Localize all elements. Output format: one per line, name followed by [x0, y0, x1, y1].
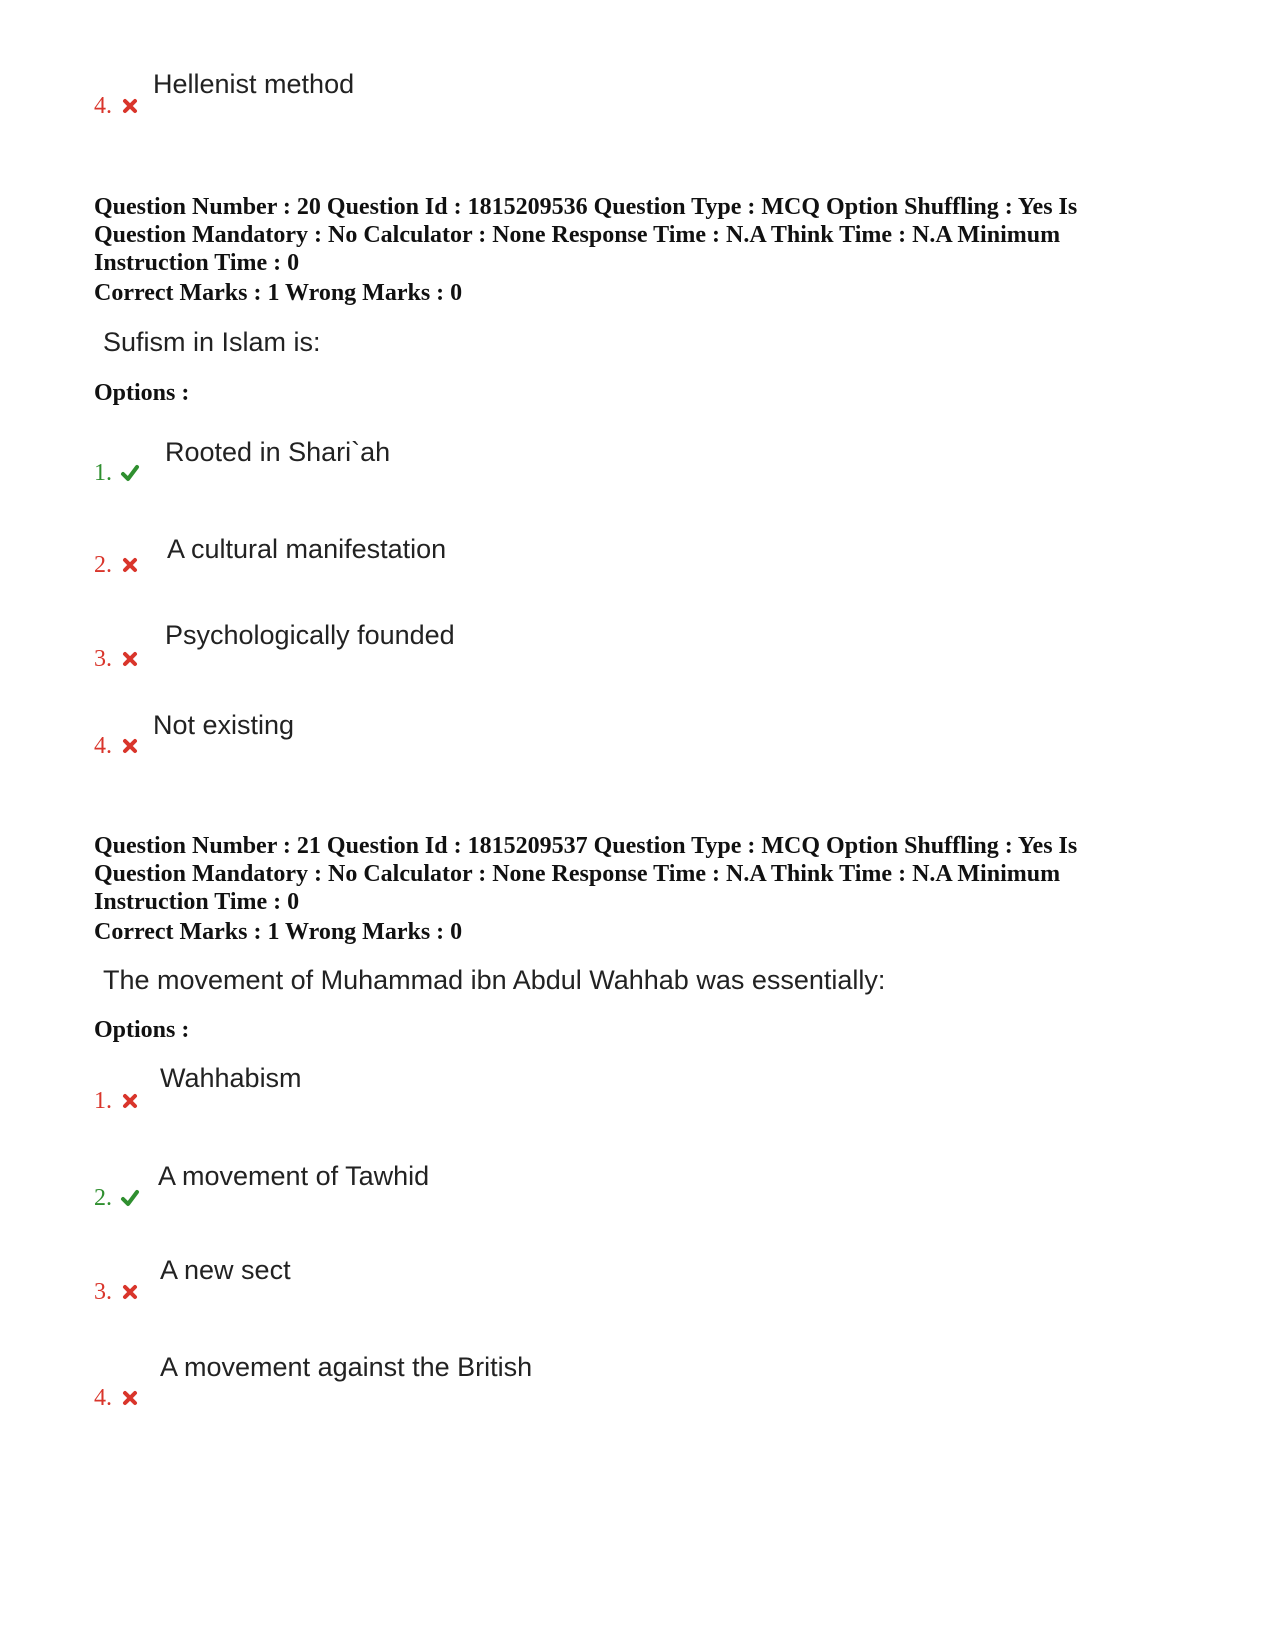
option-number: 4.: [94, 733, 112, 759]
option-marker: [94, 1385, 140, 1412]
option-marker: [94, 1088, 140, 1115]
meta-line: Question Number : 21 Question Id : 1815209537 Question Type : MCQ Option Shuffling : Yes Is: [94, 833, 1078, 859]
option-number: 2.: [94, 1185, 112, 1211]
meta-line: Question Number : 20 Question Id : 1815209536 Question Type : MCQ Option Shuffling : Yes Is: [94, 194, 1078, 220]
meta-line: Instruction Time : 0: [94, 250, 300, 276]
option-marker: [94, 552, 140, 579]
option-marker: [94, 460, 140, 487]
cross-icon: [120, 1388, 140, 1408]
option-text: Psychologically founded: [165, 620, 455, 650]
option-number: 1.: [94, 460, 112, 486]
cross-icon: [120, 555, 140, 575]
meta-line: Question Mandatory : No Calculator : None Response Time : N.A Think Time : N.A Minimum: [94, 222, 1061, 248]
option-number: 4.: [94, 93, 112, 119]
cross-icon: [120, 96, 140, 116]
option-text: A movement against the British: [160, 1352, 533, 1382]
option-marker: [94, 646, 140, 673]
question-marks: Correct Marks : 1 Wrong Marks : 0: [94, 919, 463, 945]
cross-icon: [120, 1091, 140, 1111]
check-icon: [120, 1188, 140, 1208]
question-text: The movement of Muhammad ibn Abdul Wahhab was essentially:: [103, 965, 886, 995]
option-number: 4.: [94, 1385, 112, 1411]
meta-line: Question Mandatory : No Calculator : None Response Time : N.A Think Time : N.A Minimum: [94, 861, 1061, 887]
option-number: 2.: [94, 552, 112, 578]
option-text: Not existing: [153, 710, 295, 740]
option-text: Wahhabism: [160, 1063, 302, 1093]
option-marker: [94, 733, 140, 760]
option-text: A new sect: [160, 1255, 291, 1285]
cross-icon: [120, 1282, 140, 1302]
question-meta: [94, 193, 1077, 277]
question-text: Sufism in Islam is:: [103, 327, 321, 357]
options-heading: Options :: [94, 380, 190, 406]
check-icon: [120, 463, 140, 483]
option-marker: [94, 1185, 140, 1212]
cross-icon: [120, 649, 140, 669]
option-text: A cultural manifestation: [167, 534, 447, 564]
cross-icon: [120, 736, 140, 756]
meta-line: Instruction Time : 0: [94, 889, 300, 915]
option-text: A movement of Tawhid: [158, 1161, 430, 1191]
question-marks: Correct Marks : 1 Wrong Marks : 0: [94, 280, 463, 306]
options-heading: Options :: [94, 1017, 190, 1043]
option-number: 3.: [94, 646, 112, 672]
option-text: Rooted in Shari`ah: [165, 437, 391, 467]
option-marker: [94, 93, 140, 120]
option-marker: [94, 1279, 140, 1306]
option-number: 3.: [94, 1279, 112, 1305]
option-text: Hellenist method: [153, 69, 355, 99]
option-number: 1.: [94, 1088, 112, 1114]
question-meta: [94, 832, 1077, 916]
